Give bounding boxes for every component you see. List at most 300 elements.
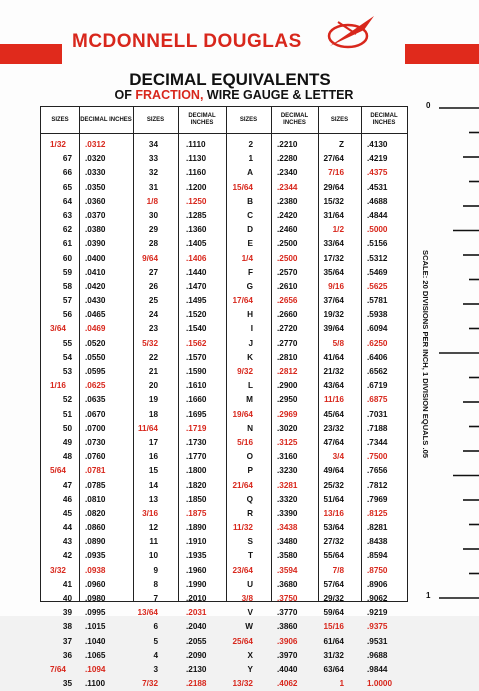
size-cell: 11/16 [323, 395, 344, 405]
size-cell: 7/32 [142, 679, 158, 689]
size-cell: 7 [153, 594, 158, 603]
decimal-cell: .1719 [186, 423, 207, 433]
size-cell: 8 [153, 579, 158, 589]
decimal-cell: .2280 [277, 154, 298, 164]
decimal-cell: .1094 [85, 664, 106, 674]
decimal-cell: .1562 [186, 338, 207, 348]
size-cell: 49/64 [323, 466, 344, 476]
table-row [41, 280, 407, 294]
brand-band-right [405, 44, 479, 64]
decimal-cell: .0781 [85, 466, 106, 476]
decimal-cell: .3125 [277, 437, 298, 447]
decimal-cell: .2340 [277, 168, 298, 178]
size-cell: 21/32 [323, 367, 344, 376]
size-cell: 1/8 [146, 196, 158, 206]
decimal-cell: .1160 [186, 168, 207, 178]
size-cell: 20 [148, 381, 158, 391]
size-cell: 31/64 [323, 210, 344, 220]
table-row [41, 450, 407, 464]
size-cell: 16 [148, 452, 158, 462]
brand-logo-text: MCDONNELL DOUGLAS [72, 31, 302, 52]
size-cell: 12 [148, 523, 158, 533]
size-cell: 5/64 [50, 466, 66, 476]
size-cell: 1/16 [50, 381, 66, 391]
size-cell: U [247, 579, 253, 589]
size-cell: 9/32 [237, 367, 253, 376]
ruler-scale-label: SCALE: 20 DIVISIONS PER INCH, 1 DIVISION EQUALS .05 [421, 250, 430, 459]
decimal-cell: .1470 [186, 281, 207, 291]
table-row [41, 138, 407, 152]
size-cell: 56 [62, 310, 72, 320]
decimal-cell: .1250 [186, 196, 207, 206]
table-row [41, 649, 407, 663]
size-cell: 37/64 [323, 296, 344, 306]
size-cell: D [247, 225, 253, 235]
size-cell: 17 [148, 437, 158, 447]
size-cell: 29/64 [323, 182, 344, 192]
table-row [41, 635, 407, 649]
table-row [41, 181, 407, 195]
decimal-cell: .2344 [277, 182, 298, 192]
decimal-cell: .2656 [277, 296, 298, 306]
size-cell: 5/32 [142, 338, 158, 348]
decimal-cell: .2210 [277, 140, 298, 149]
size-cell: 18 [148, 409, 158, 419]
subtitle-highlight: FRACTION, [135, 88, 204, 102]
decimal-cell: .1660 [186, 395, 207, 405]
decimal-cell: .3020 [277, 423, 298, 433]
page-title: DECIMAL EQUIVALENTS [129, 70, 331, 89]
decimal-cell: .3750 [277, 594, 298, 603]
size-cell: K [247, 352, 253, 362]
table-row [41, 166, 407, 180]
decimal-cell: .0380 [85, 225, 106, 235]
decimal-cell: .2570 [277, 267, 298, 277]
ruler-one-label: 1 [426, 591, 431, 600]
decimal-cell: .0860 [85, 523, 106, 533]
decimal-cell: .2900 [277, 381, 298, 391]
size-cell: 25/64 [232, 636, 253, 646]
size-cell: 29 [148, 225, 158, 235]
decimal-cell: .9844 [367, 664, 388, 674]
table-row [41, 578, 407, 592]
size-cell: 4 [153, 650, 158, 660]
size-cell: 9/64 [142, 253, 158, 263]
decimal-cell: .4375 [367, 168, 388, 178]
decimal-cell: .1130 [186, 154, 207, 164]
size-cell: 59/64 [323, 608, 344, 618]
decimal-cell: .2500 [277, 239, 298, 249]
size-cell: 64 [62, 196, 72, 206]
decimal-cell: .2812 [277, 367, 298, 376]
table-row [41, 266, 407, 280]
size-cell: 23 [148, 324, 158, 334]
size-cell: 31 [148, 182, 158, 192]
size-cell: 25 [148, 296, 158, 306]
decimal-cell: .1440 [186, 267, 207, 277]
decimal-cell: .5781 [367, 296, 388, 306]
decimal-cell: .8906 [367, 579, 388, 589]
table-row [41, 620, 407, 634]
size-cell: 34 [148, 140, 158, 149]
size-cell: F [247, 267, 253, 277]
size-cell: 63 [62, 210, 72, 220]
size-cell: 58 [62, 281, 72, 291]
decimal-cell: .2460 [277, 225, 298, 235]
decimal-cell: .8438 [367, 537, 388, 547]
decimal-cell: .2810 [277, 352, 298, 362]
table-row [41, 237, 407, 251]
size-cell: 41/64 [323, 352, 344, 362]
decimal-cell: .1800 [186, 466, 207, 476]
decimal-cell: .7031 [367, 409, 388, 419]
decimal-cell: .3438 [277, 523, 298, 533]
decimal-cell: .2420 [277, 210, 298, 220]
decimal-cell: .2950 [277, 395, 298, 405]
size-cell: 7/16 [328, 168, 344, 178]
size-cell: 1 [248, 154, 253, 164]
size-cell: 27/32 [323, 537, 344, 547]
size-cell: T [247, 551, 253, 561]
decimal-cell: .1110 [186, 140, 206, 149]
decimal-cell: .2031 [186, 608, 207, 618]
decimal-cell: .1100 [85, 679, 106, 689]
decimal-cell: .0400 [85, 253, 106, 263]
decimal-cell: .2010 [186, 594, 207, 603]
size-cell: 7/8 [332, 565, 344, 575]
decimal-cell: .6406 [367, 352, 388, 362]
decimal-cell: .3970 [277, 650, 298, 660]
size-cell: 47/64 [323, 437, 344, 447]
decimal-cell: .3281 [277, 480, 298, 490]
decimal-cell: .1570 [186, 352, 207, 362]
table-row [41, 365, 407, 379]
size-cell: 11 [149, 537, 158, 547]
table-row [41, 294, 407, 308]
size-cell: 33 [148, 154, 158, 164]
size-cell: 13/16 [323, 508, 344, 518]
ruler-zero-label: 0 [426, 101, 431, 110]
size-cell: E [247, 239, 253, 249]
size-cell: 46 [62, 494, 72, 504]
decimal-cell: .4531 [367, 182, 388, 192]
table-row [41, 521, 407, 535]
decimal-cell: .0810 [85, 494, 106, 504]
size-cell: 61 [62, 239, 72, 249]
decimal-cell: .1910 [186, 537, 207, 547]
size-cell: 60 [62, 253, 72, 263]
size-cell: 44 [62, 523, 72, 533]
header-decimal-4: DECIMAL INCHES [361, 107, 407, 134]
decimal-cell: .2055 [186, 636, 207, 646]
decimal-cell: .0469 [85, 324, 106, 334]
size-cell: 27/64 [323, 154, 344, 164]
size-cell: B [247, 196, 253, 206]
decimal-cell: .0370 [85, 210, 106, 220]
decimal-cell: .2770 [277, 338, 298, 348]
size-cell: V [247, 608, 253, 618]
size-cell: J [248, 338, 253, 348]
decimal-cell: .1540 [186, 324, 207, 334]
size-cell: 48 [62, 452, 72, 462]
size-cell: 3/64 [50, 324, 66, 334]
size-cell: 19/32 [323, 310, 344, 320]
table-row [41, 422, 407, 436]
decimal-cell: .3770 [277, 608, 298, 618]
decimal-cell: .2130 [186, 664, 207, 674]
decimal-cell: .1935 [186, 551, 207, 561]
decimal-cell: .1990 [186, 579, 207, 589]
decimal-cell: .1065 [85, 650, 106, 660]
decimal-cell: .0700 [85, 423, 106, 433]
decimal-cell: .0980 [85, 594, 106, 603]
table-row [41, 308, 407, 322]
size-cell: 39 [62, 608, 72, 618]
decimal-cell: .0670 [85, 409, 106, 419]
table-row [41, 393, 407, 407]
header-sizes-2: SIZES [133, 107, 178, 134]
size-cell: 9 [153, 565, 158, 575]
decimal-cell: .6719 [367, 381, 388, 391]
decimal-cell: .7500 [367, 452, 388, 462]
size-cell: 5/16 [237, 437, 253, 447]
table-row [41, 507, 407, 521]
decimal-cell: .2188 [186, 679, 207, 689]
header-decimal-3: DECIMAL INCHES [271, 107, 318, 134]
decimal-cell: 1.0000 [367, 679, 393, 689]
size-cell: 1/2 [332, 225, 344, 235]
table-row [41, 436, 407, 450]
header-decimal-1: DECIMAL INCHES [79, 107, 133, 134]
size-cell: R [247, 508, 253, 518]
size-cell: 54 [62, 352, 72, 362]
table-row [41, 592, 407, 606]
size-cell: 14 [148, 480, 158, 490]
decimal-cell: .0890 [85, 537, 106, 547]
size-cell: 61/64 [323, 636, 344, 646]
size-cell: 23/64 [232, 565, 253, 575]
size-cell: W [245, 622, 253, 632]
size-cell: 38 [62, 622, 72, 632]
size-cell: 42 [62, 551, 72, 561]
size-cell: 36 [62, 650, 72, 660]
decimal-cell: .0430 [85, 296, 106, 306]
decimal-cell: .9531 [367, 636, 388, 646]
brand-band-left [0, 44, 62, 64]
size-cell: 43 [62, 537, 72, 547]
size-cell: 1 [339, 679, 344, 689]
size-cell: 33/64 [323, 239, 344, 249]
size-cell: 15/16 [323, 622, 344, 632]
decimal-cell: .4062 [277, 679, 298, 689]
size-cell: 13/32 [232, 679, 253, 689]
decimal-cell: .0420 [85, 281, 106, 291]
decimal-cell: .1495 [186, 296, 207, 306]
size-cell: 65 [62, 182, 72, 192]
size-cell: 53/64 [323, 523, 344, 533]
size-cell: 40 [62, 594, 72, 603]
decimal-cell: .2610 [277, 281, 298, 291]
subtitle-prefix: OF [114, 88, 132, 102]
header-decimal-2: DECIMAL INCHES [178, 107, 226, 134]
decimal-cell: .4844 [367, 210, 388, 220]
decimal-cell: .2380 [277, 196, 298, 206]
decimal-cell: .5938 [367, 310, 388, 320]
size-cell: 45 [62, 508, 72, 518]
decimal-cell: .6562 [367, 367, 388, 376]
size-cell: 51 [62, 409, 72, 419]
table-row [41, 379, 407, 393]
decimal-cell: .2040 [186, 622, 207, 632]
size-cell: 15/64 [232, 182, 253, 192]
table-row [41, 564, 407, 578]
decimal-cell: .0635 [85, 395, 106, 405]
size-cell: 19/64 [232, 409, 253, 419]
decimal-cell: .0785 [85, 480, 106, 490]
decimal-cell: .4130 [367, 140, 388, 149]
decimal-cell: .0312 [85, 140, 106, 149]
size-cell: M [246, 395, 253, 405]
size-cell: 55/64 [323, 551, 344, 561]
decimal-cell: .0960 [85, 579, 106, 589]
size-cell: 45/64 [323, 409, 344, 419]
table-row [41, 408, 407, 422]
size-cell: 47 [62, 480, 72, 490]
decimal-cell: .3594 [277, 565, 298, 575]
table-row [41, 479, 407, 493]
size-cell: 41 [62, 579, 72, 589]
decimal-cell: .3230 [277, 466, 298, 476]
header-sizes-4: SIZES [318, 107, 361, 134]
table-row [41, 606, 407, 620]
decimal-cell: .1590 [186, 367, 207, 376]
size-cell: 52 [62, 395, 72, 405]
brand-logo-icon [326, 12, 378, 50]
table-row [41, 223, 407, 237]
decimal-cell: .1520 [186, 310, 207, 320]
size-cell: 9/16 [328, 281, 344, 291]
size-cell: 28 [148, 239, 158, 249]
size-cell: 1/4 [241, 253, 253, 263]
size-cell: 7/64 [50, 664, 66, 674]
size-cell: 5 [153, 636, 158, 646]
table-row [41, 337, 407, 351]
size-cell: 67 [62, 154, 72, 164]
decimal-cell: .1360 [186, 225, 207, 235]
decimal-cell: .0360 [85, 196, 106, 206]
table-body [41, 138, 407, 691]
size-cell: 57/64 [323, 579, 344, 589]
size-cell: 3 [153, 664, 158, 674]
size-cell: 35/64 [323, 267, 344, 277]
size-cell: 27 [148, 267, 158, 277]
size-cell: 24 [148, 310, 158, 320]
decimal-cell: .9219 [367, 608, 388, 618]
decimal-cell: .3906 [277, 636, 298, 646]
decimal-cell: .2090 [186, 650, 207, 660]
decimal-cell: .0320 [85, 154, 106, 164]
size-cell: 32 [148, 168, 158, 178]
size-cell: 5/8 [332, 338, 344, 348]
decimal-cell: .8750 [367, 565, 388, 575]
decimal-cell: .8594 [367, 551, 388, 561]
decimal-cell: .6250 [367, 338, 388, 348]
decimal-cell: .2720 [277, 324, 298, 334]
page-subtitle [74, 88, 394, 102]
decimal-table [40, 106, 408, 689]
decimal-cell: .1405 [186, 239, 207, 249]
table-row [41, 209, 407, 223]
size-cell: 25/32 [323, 480, 344, 490]
decimal-cell: .9062 [367, 594, 388, 603]
size-cell: 29/32 [323, 594, 344, 603]
table-row [41, 677, 407, 691]
decimal-cell: .1285 [186, 210, 207, 220]
header-sizes-1: SIZES [41, 107, 79, 134]
size-cell: 43/64 [323, 381, 344, 391]
decimal-cell: .9688 [367, 650, 388, 660]
decimal-cell: .9375 [367, 622, 388, 632]
size-cell: 6 [153, 622, 158, 632]
size-cell: 62 [62, 225, 72, 235]
size-cell: 10 [148, 551, 158, 561]
size-cell: 50 [62, 423, 72, 433]
size-cell: 57 [62, 296, 72, 306]
decimal-cell: .5469 [367, 267, 388, 277]
table-row [41, 535, 407, 549]
table-row [41, 351, 407, 365]
size-cell: L [247, 381, 253, 391]
size-cell: 66 [62, 168, 72, 178]
size-cell: A [247, 168, 253, 178]
size-cell: Y [247, 664, 253, 674]
size-cell: X [247, 650, 253, 660]
decimal-cell: .7969 [367, 494, 388, 504]
size-cell: C [247, 210, 253, 220]
table-row [41, 195, 407, 209]
decimal-cell: .2660 [277, 310, 298, 320]
decimal-cell: .7812 [367, 480, 388, 490]
decimal-cell: .0330 [85, 168, 106, 178]
size-cell: 3/4 [332, 452, 344, 462]
size-cell: S [247, 537, 253, 547]
decimal-cell: .3480 [277, 537, 298, 547]
size-cell: 1/32 [50, 140, 66, 149]
size-cell: 55 [62, 338, 72, 348]
decimal-cell: .3320 [277, 494, 298, 504]
decimal-cell: .3680 [277, 579, 298, 589]
size-cell: O [246, 452, 253, 462]
table-row [41, 549, 407, 563]
size-cell: 51/64 [323, 494, 344, 504]
size-cell: 53 [62, 367, 72, 376]
decimal-cell: .2969 [277, 409, 298, 419]
decimal-cell: .1610 [186, 381, 207, 391]
decimal-cell: .1730 [186, 437, 207, 447]
table-row [41, 464, 407, 478]
size-cell: 31/32 [323, 650, 344, 660]
size-cell: 15 [148, 466, 158, 476]
decimal-cell: .5156 [367, 239, 388, 249]
decimal-cell: .1960 [186, 565, 207, 575]
size-cell: 11/32 [232, 523, 253, 533]
decimal-cell: .2500 [277, 253, 298, 263]
size-cell: 17/32 [323, 253, 344, 263]
size-cell: G [246, 281, 253, 291]
size-cell: 37 [62, 636, 72, 646]
decimal-cell: .0938 [85, 565, 106, 575]
decimal-cell: .1770 [186, 452, 207, 462]
